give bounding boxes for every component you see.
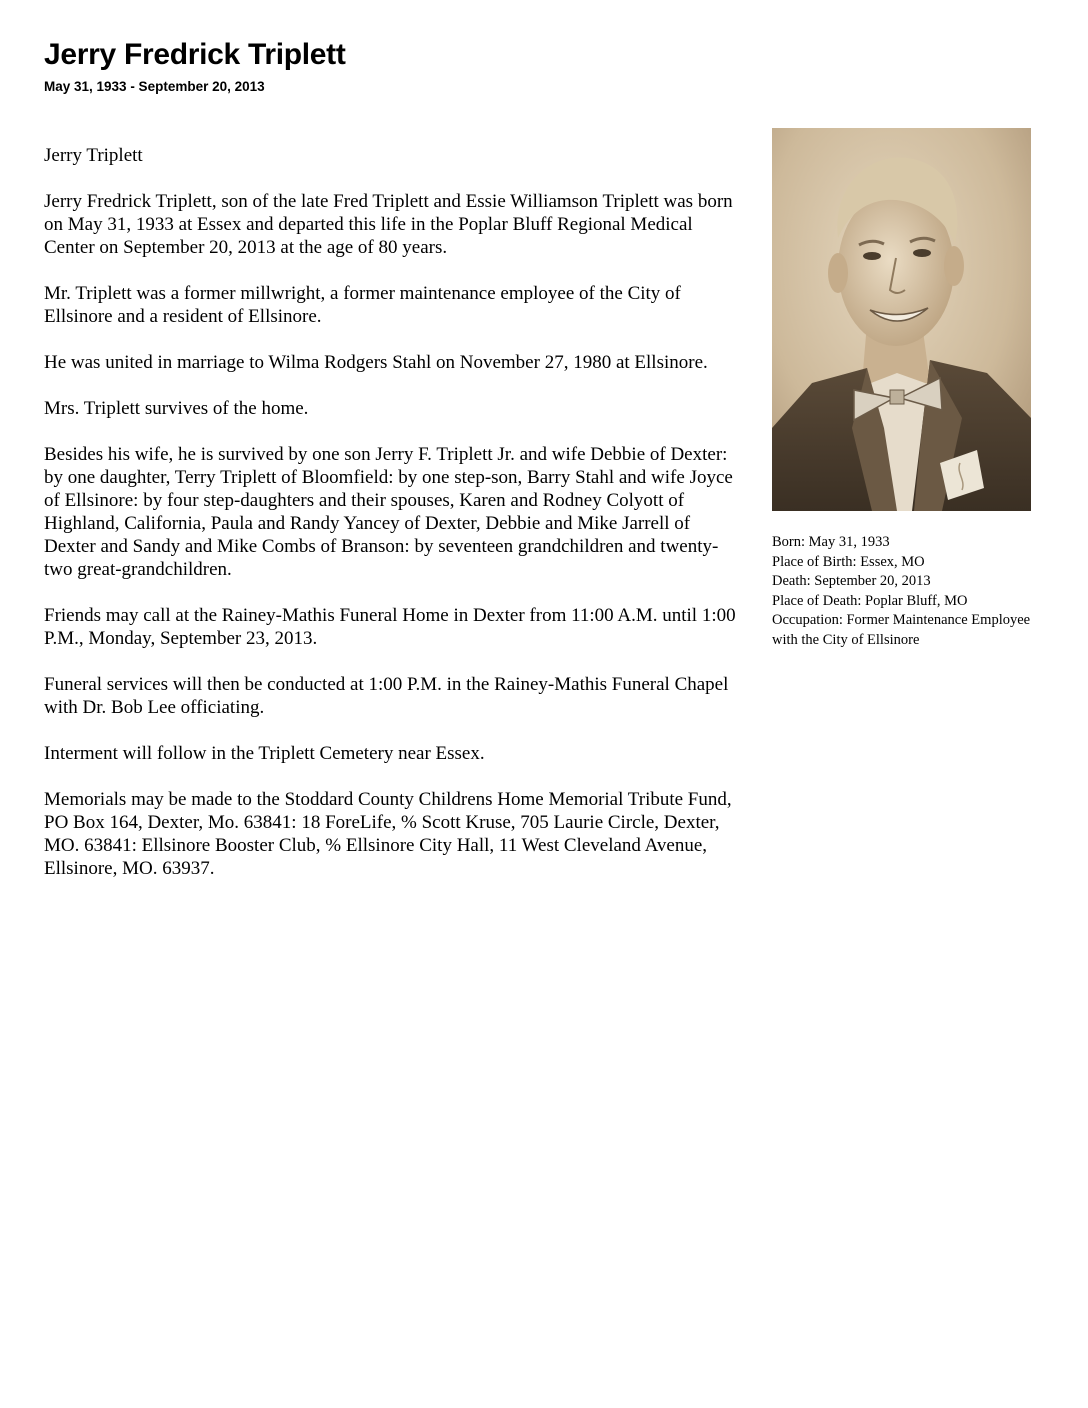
obituary-paragraph-occupation: Mr. Triplett was a former millwright, a former maintenance employee of the City of Ellsinore and a resident of Ellsinore. bbox=[44, 283, 681, 327]
obituary-paragraph-memorials: Memorials may be made to the Stoddard County Childrens Home Memorial Tribute Fund, PO Box 164, Dexter, Mo. 63841: 18 ForeLife, % Scott Kruse, 705 Laurie Circle, Dexter, MO. 63841: Ellsinore Booster Club, % Ellsinore City Hall, 11 West Cleveland Avenue, Ellsinore, MO. 63937. bbox=[44, 789, 732, 879]
obituary-paragraph-survivors: Besides his wife, he is survived by one son Jerry F. Triplett Jr. and wife Debbie of Dexter: by one daughter, Terry Triplett of Bloomfield: by one step-son, Barry Stahl and wife Joyce of Ellsinore: by four step-daughters and their spouses, Karen and Rodney Colyott of Highland, California, Paula and Randy Yancey of Dexter, Debbie and Mike Jarrell of Dexter and Sandy and Mike Combs of Branson: by seventeen grandchildren and twenty-two great-grandchildren. bbox=[44, 444, 733, 580]
fact-place-of-death: Place of Death: Poplar Bluff, MO bbox=[772, 592, 968, 609]
obituary-paragraph-visitation: Friends may call at the Rainey-Mathis Funeral Home in Dexter from 11:00 A.M. until 1:00 P.M., Monday, September 23, 2013. bbox=[44, 605, 736, 649]
page-title: Jerry Fredrick Triplett bbox=[44, 38, 346, 71]
obituary-paragraph-spouse: Mrs. Triplett survives of the home. bbox=[44, 398, 309, 419]
obituary-paragraph-marriage: He was united in marriage to Wilma Rodgers Stahl on November 27, 1980 at Ellsinore. bbox=[44, 352, 708, 373]
life-dates: May 31, 1933 - September 20, 2013 bbox=[44, 79, 265, 94]
obituary-paragraph-services: Funeral services will then be conducted at 1:00 P.M. in the Rainey-Mathis Funeral Chapel with Dr. Bob Lee officiating. bbox=[44, 674, 729, 718]
fact-occupation: Occupation: Former Maintenance Employee with the City of Ellsinore bbox=[772, 612, 1031, 648]
fact-death: Death: September 20, 2013 bbox=[772, 573, 931, 589]
obituary-text bbox=[44, 144, 744, 903]
fact-born: Born: May 31, 1933 bbox=[772, 534, 890, 550]
obituary-heading: Jerry Triplett bbox=[44, 145, 143, 166]
obituary-paragraph-interment: Interment will follow in the Triplett Cemetery near Essex. bbox=[44, 743, 485, 764]
portrait-photo bbox=[772, 128, 1031, 511]
vital-facts bbox=[772, 533, 1042, 650]
obituary-paragraph-birth: Jerry Fredrick Triplett, son of the late Fred Triplett and Essie Williamson Triplett was born on May 31, 1933 at Essex and departed this life in the Poplar Bluff Regional Medical Center on September 20, 2013 at the age of 80 years. bbox=[44, 191, 733, 258]
fact-place-of-birth: Place of Birth: Essex, MO bbox=[772, 553, 925, 570]
